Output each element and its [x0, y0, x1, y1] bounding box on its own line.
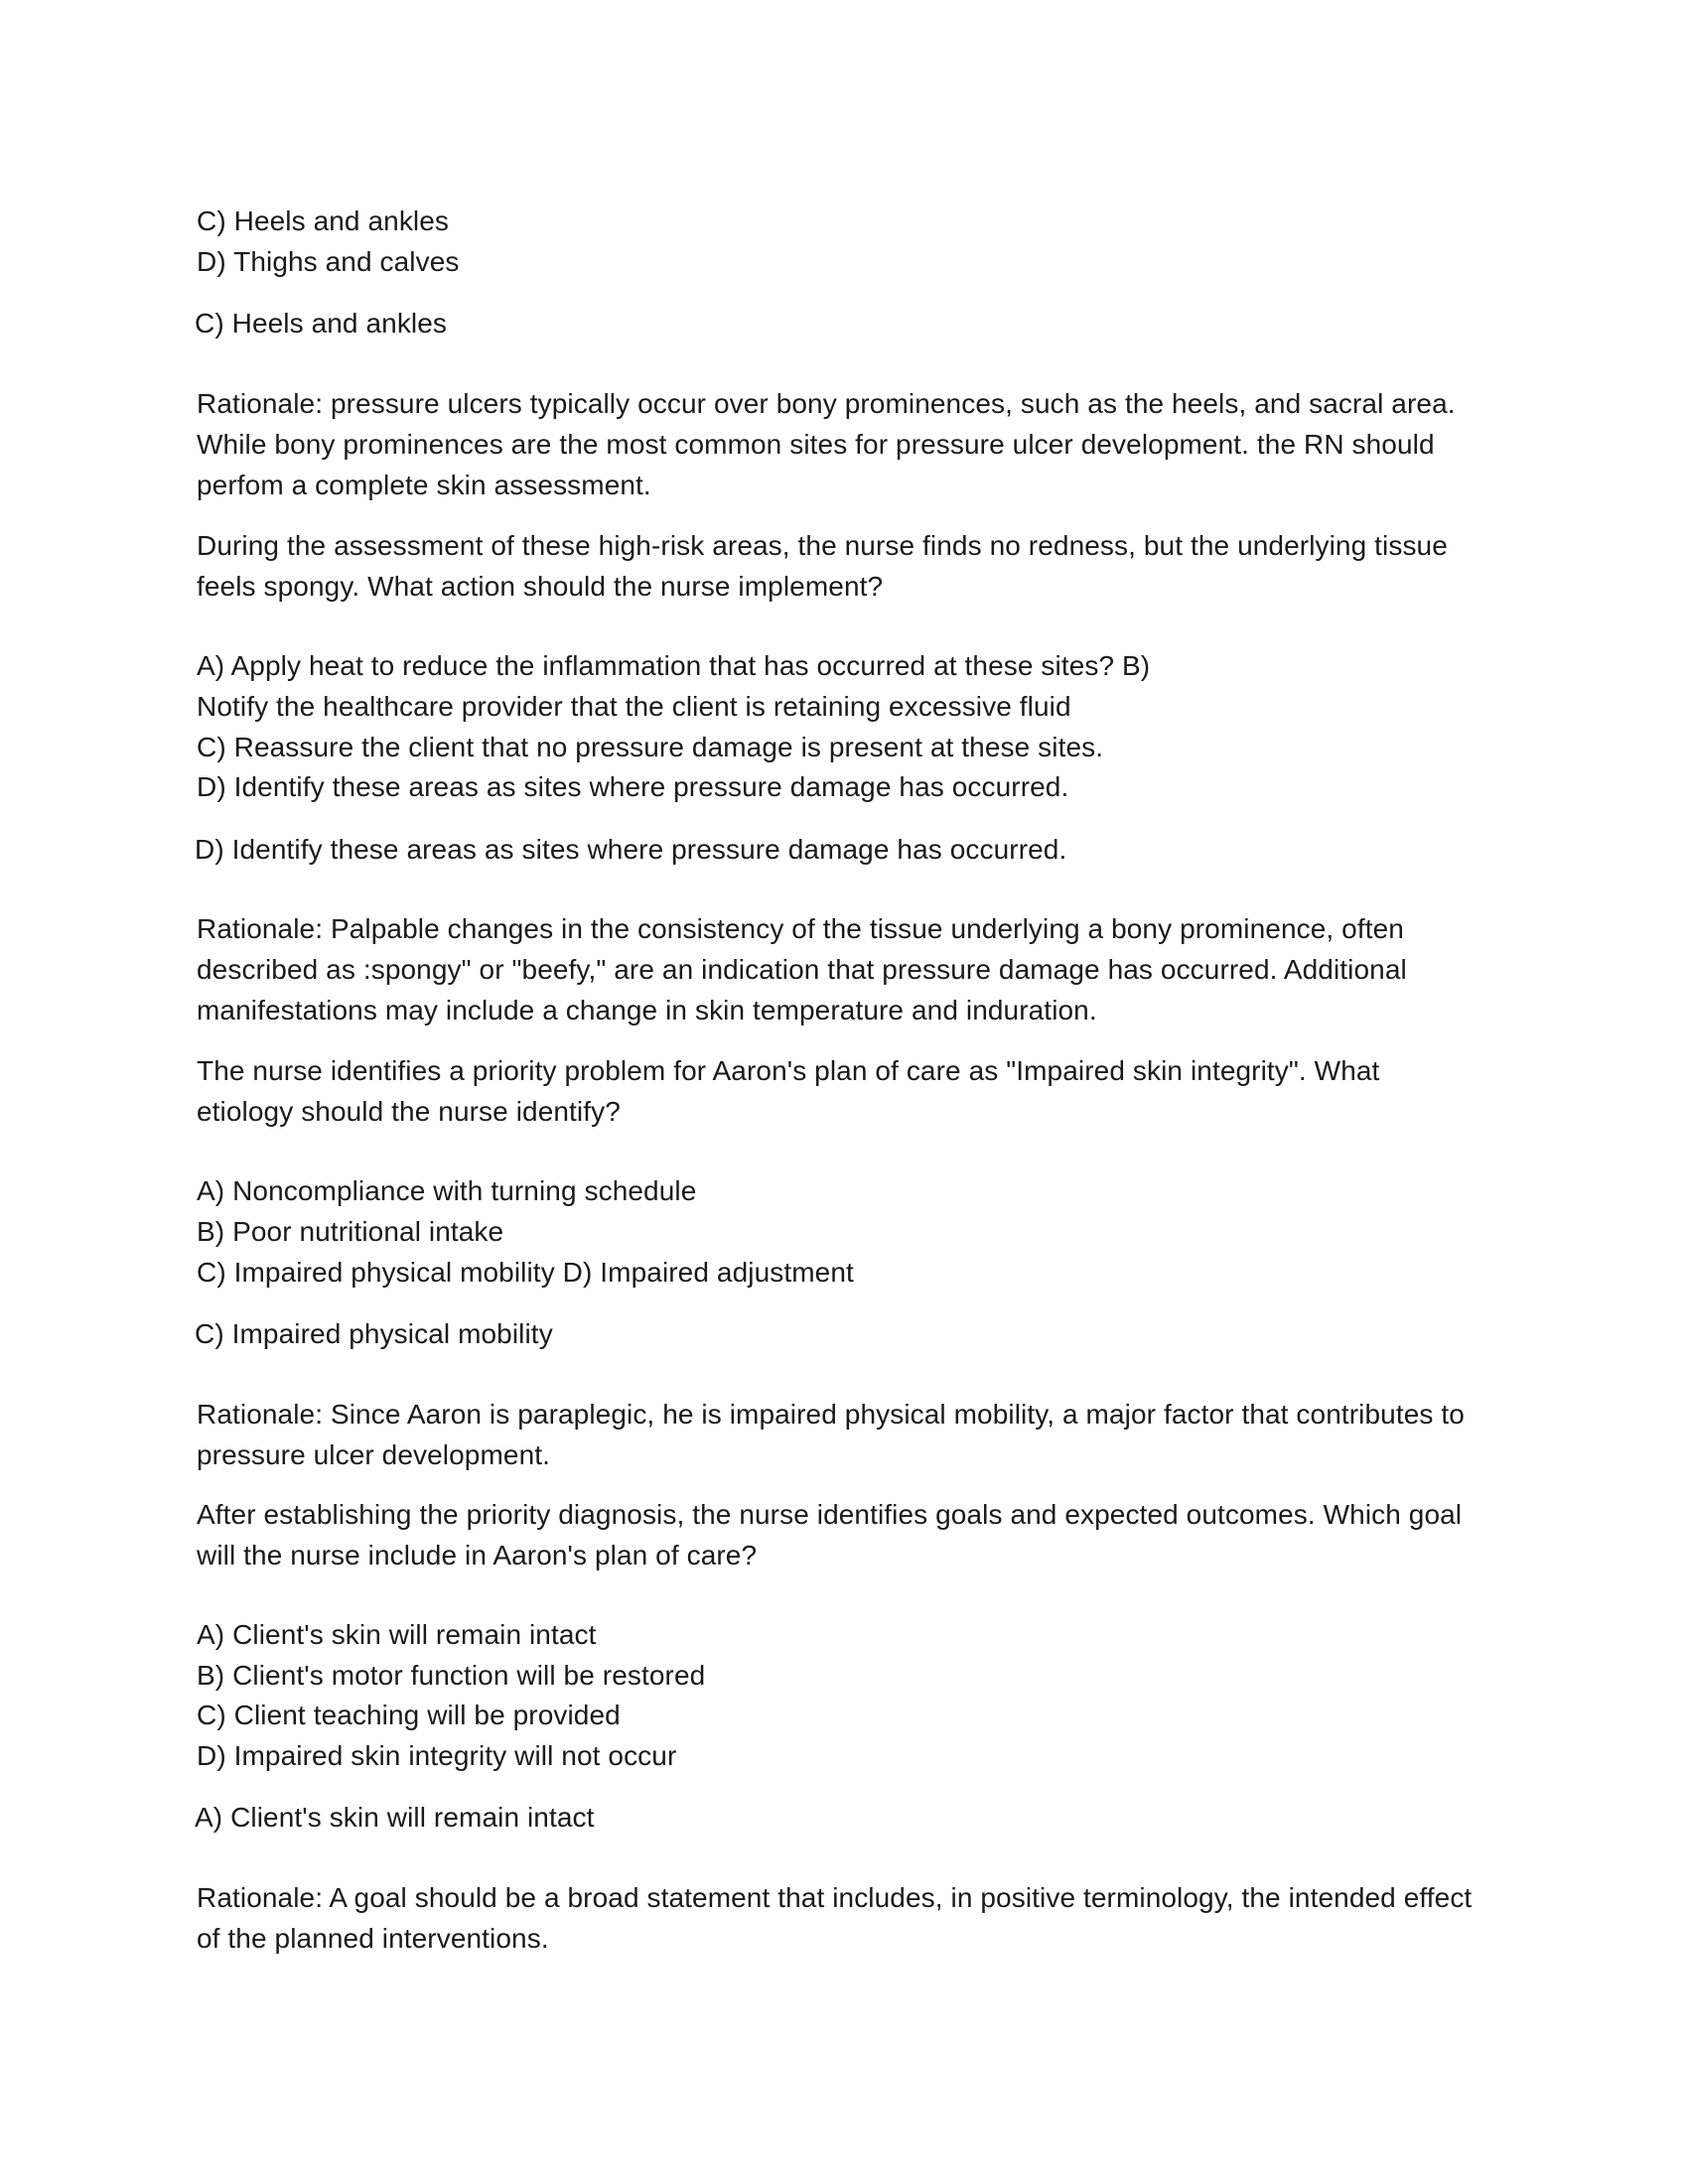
q3-answer: A) Client's skin will remain intact — [195, 1802, 595, 1833]
q2-answer: C) Impaired physical mobility — [195, 1318, 553, 1349]
q0-option-d: D) Thighs and calves — [197, 246, 460, 277]
q1-rationale-line-2: described as :spongy" or "beefy," are an indication that pressure damage has occurred. Additional — [197, 954, 1407, 985]
q3-option-line-3: C) Client teaching will be provided — [197, 1700, 621, 1730]
q0-option-c: C) Heels and ankles — [197, 205, 450, 236]
q2-option-line-2: B) Poor nutritional intake — [197, 1216, 504, 1247]
q1-question-line-1: During the assessment of these high-risk areas, the nurse finds no redness, but the underlying tissue — [197, 530, 1448, 561]
q2-question-line-1: The nurse identifies a priority problem for Aaron's plan of care as "Impaired skin integrity". What — [197, 1055, 1380, 1086]
q3-option-line-1: A) Client's skin will remain intact — [197, 1619, 597, 1650]
q2-option-line-3: C) Impaired physical mobility D) Impaired adjustment — [197, 1257, 854, 1288]
q1-question-line-2: feels spongy. What action should the nurse implement? — [197, 571, 884, 602]
q2-question-line-2: etiology should the nurse identify? — [197, 1096, 621, 1127]
q3-rationale-line-2: of the planned interventions. — [197, 1923, 549, 1954]
q2-rationale-line-2: pressure ulcer development. — [197, 1439, 550, 1470]
q0-rationale-line-1: Rationale: pressure ulcers typically occur over bony prominences, such as the heels, and sacral area. — [197, 388, 1456, 419]
q1-rationale-line-1: Rationale: Palpable changes in the consistency of the tissue underlying a bony prominence, often — [197, 913, 1404, 944]
q3-option-line-2: B) Client's motor function will be restored — [197, 1660, 706, 1691]
q1-option-line-2: Notify the healthcare provider that the client is retaining excessive fluid — [197, 691, 1071, 722]
q1-rationale-line-3: manifestations may include a change in skin temperature and induration. — [197, 995, 1097, 1025]
q0-answer: C) Heels and ankles — [195, 308, 448, 339]
q3-question-line-1: After establishing the priority diagnosis, the nurse identifies goals and expected outcomes. Which goal — [197, 1499, 1463, 1530]
q0-rationale-line-3: perfom a complete skin assessment. — [197, 470, 651, 500]
q2-option-line-1: A) Noncompliance with turning schedule — [197, 1175, 697, 1206]
q3-rationale-line-1: Rationale: A goal should be a broad statement that includes, in positive terminology, the intended effect — [197, 1882, 1473, 1913]
q1-option-line-4: D) Identify these areas as sites where pressure damage has occurred. — [197, 771, 1069, 802]
q1-option-line-3: C) Reassure the client that no pressure damage is present at these sites. — [197, 732, 1104, 762]
q1-answer: D) Identify these areas as sites where pressure damage has occurred. — [195, 834, 1067, 865]
q1-option-line-1: A) Apply heat to reduce the inflammation that has occurred at these sites? B) — [197, 650, 1151, 681]
q0-rationale-line-2: While bony prominences are the most common sites for pressure ulcer development. the RN should — [197, 429, 1435, 460]
q3-option-line-4: D) Impaired skin integrity will not occur — [197, 1740, 677, 1771]
q2-rationale-line-1: Rationale: Since Aaron is paraplegic, he is impaired physical mobility, a major factor that contributes to — [197, 1399, 1465, 1430]
q3-question-line-2: will the nurse include in Aaron's plan of care? — [197, 1540, 758, 1570]
